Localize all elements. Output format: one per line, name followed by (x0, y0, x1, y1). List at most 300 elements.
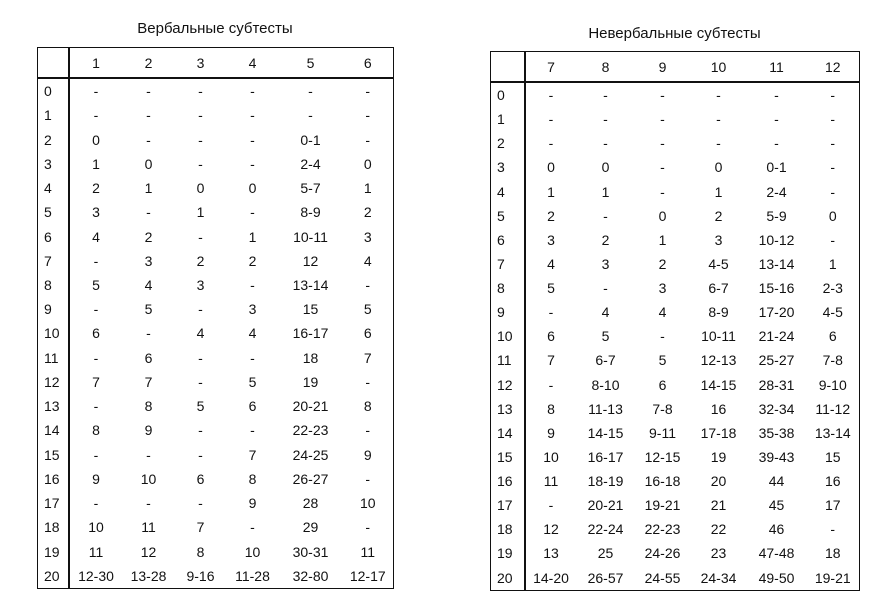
score-cell: - (548, 497, 554, 514)
table-row (38, 273, 394, 297)
score-cell: 11-12 (815, 400, 851, 417)
nonverbal-column-header: 11 (747, 52, 807, 83)
score-cell: 4 (248, 325, 257, 342)
score-cell: 9 (92, 470, 100, 487)
nonverbal-column-header: 10 (691, 52, 747, 83)
raw-score-cell: 1 (491, 107, 525, 131)
score-cell: - (198, 446, 203, 463)
score-cell: - (93, 398, 99, 415)
table-row (491, 155, 860, 179)
nonverbal-column-header: 8 (577, 52, 635, 83)
score-cell: - (146, 204, 151, 221)
score-cell: 18 (302, 349, 319, 366)
verbal-subtests-table (37, 47, 394, 589)
score-cell: 2 (92, 180, 100, 197)
score-cell: 24-55 (644, 569, 681, 586)
score-cell: 19-21 (644, 497, 681, 514)
score-cell: - (830, 87, 836, 104)
score-cell: 20-21 (587, 497, 624, 514)
score-cell: 29 (302, 519, 319, 536)
score-cell: 16-17 (587, 448, 624, 465)
score-cell: - (830, 159, 836, 176)
raw-score-cell: 12 (38, 370, 69, 394)
score-cell: 22 (710, 521, 727, 538)
raw-score-cell: 17 (491, 493, 525, 517)
score-cell: 1 (363, 180, 372, 197)
raw-score-cell: 20 (38, 564, 69, 589)
score-cell: 2 (144, 228, 153, 245)
score-cell: 22-24 (587, 521, 624, 538)
raw-score-cell: 5 (38, 200, 69, 224)
verbal-header-row (38, 48, 394, 79)
score-cell: 3 (714, 231, 723, 248)
table-row (38, 564, 394, 589)
score-cell: 4 (363, 252, 372, 269)
verbal-column-header: 3 (175, 48, 227, 79)
score-cell: 8 (92, 422, 100, 439)
score-cell: 5 (601, 328, 610, 345)
score-cell: 23 (710, 545, 727, 562)
score-cell: 32-80 (292, 567, 329, 584)
score-cell: - (774, 135, 779, 152)
score-cell: 9-10 (818, 376, 847, 393)
score-cell: - (548, 87, 554, 104)
raw-score-cell: 13 (38, 394, 69, 418)
score-cell: 2 (658, 255, 667, 272)
score-cell: 15 (302, 301, 319, 318)
score-cell: 2 (363, 204, 372, 221)
score-cell: 28-31 (758, 376, 795, 393)
nonverbal-subtests-title: Невербальные субтесты (588, 25, 761, 42)
score-cell: 16-17 (292, 325, 329, 342)
score-cell: 0 (196, 180, 205, 197)
score-cell: - (548, 376, 554, 393)
score-cell: 6 (248, 398, 257, 415)
score-cell: 8 (248, 470, 257, 487)
score-cell: 7-8 (652, 400, 673, 417)
score-cell: - (660, 111, 665, 128)
score-cell: - (146, 131, 151, 148)
score-cell: 28 (302, 495, 319, 512)
score-cell: - (365, 373, 371, 390)
table-row (38, 78, 394, 103)
raw-score-cell: 9 (38, 297, 69, 321)
score-cell: 15-16 (758, 280, 795, 297)
score-cell: - (93, 252, 99, 269)
table-row (491, 82, 860, 107)
score-cell: - (660, 328, 665, 345)
score-cell: 10-11 (293, 228, 328, 245)
score-cell: - (250, 519, 255, 536)
score-cell: 5 (92, 277, 100, 293)
score-cell: 13-14 (758, 255, 795, 272)
score-cell: 7 (92, 373, 100, 390)
score-cell: - (308, 83, 313, 100)
score-cell: 9-11 (649, 424, 676, 441)
score-cell: 5 (248, 373, 257, 390)
score-cell: - (548, 135, 554, 152)
score-cell: 17-18 (700, 424, 737, 441)
score-cell: 8-9 (708, 304, 729, 321)
table-row (38, 370, 394, 394)
score-cell: 19 (302, 373, 319, 390)
score-cell: 25-27 (758, 352, 795, 369)
score-cell: 24-25 (292, 446, 329, 463)
score-cell: 49-50 (758, 569, 795, 586)
score-cell: 4 (601, 304, 610, 321)
score-cell: 10 (359, 495, 376, 512)
score-cell: 3 (601, 255, 610, 272)
score-cell: 0 (828, 207, 837, 224)
table-row (491, 180, 860, 204)
score-cell: 6 (547, 328, 555, 345)
score-cell: 44 (768, 473, 785, 490)
score-cell: 8 (547, 400, 555, 417)
raw-score-cell: 4 (38, 176, 69, 200)
score-cell: 8-9 (300, 204, 321, 221)
score-cell: - (603, 207, 608, 224)
table-row (38, 321, 394, 345)
score-cell: 12-17 (349, 567, 386, 584)
score-cell: 0 (658, 207, 667, 224)
score-cell: 24-34 (700, 569, 737, 586)
score-cell: 1 (714, 183, 723, 200)
score-cell: 14-20 (533, 569, 569, 586)
raw-score-cell: 5 (491, 204, 525, 228)
raw-score-cell: 14 (38, 418, 69, 442)
score-cell: - (250, 204, 255, 221)
score-cell: 35-38 (758, 424, 795, 441)
score-cell: - (365, 519, 371, 536)
score-cell: 22-23 (644, 521, 681, 538)
verbal-column-header: 5 (279, 48, 343, 79)
score-cell: 3 (248, 301, 257, 318)
raw-score-cell: 2 (38, 127, 69, 151)
score-cell: 8 (144, 398, 153, 415)
score-cell: 13-14 (814, 424, 851, 441)
score-cell: - (146, 446, 151, 463)
score-cell: - (365, 83, 371, 100)
score-cell: 6 (658, 376, 667, 393)
table-row (491, 566, 860, 591)
score-cell: 8 (363, 398, 372, 415)
score-cell: 0-1 (300, 131, 321, 148)
score-cell: 3 (547, 231, 555, 248)
score-cell: 12 (140, 543, 157, 560)
score-cell: 11 (543, 473, 559, 490)
score-cell: 1 (248, 228, 257, 245)
score-cell: - (830, 231, 836, 248)
raw-score-cell: 2 (491, 131, 525, 155)
table-row (491, 228, 860, 252)
score-cell: 15 (824, 448, 841, 465)
score-cell: 26-27 (292, 470, 329, 487)
score-cell: 1 (828, 255, 837, 272)
score-cell: 18-19 (587, 473, 624, 490)
table-row (491, 469, 860, 493)
score-cell: 10-11 (701, 328, 736, 345)
score-cell: 16 (710, 400, 727, 417)
score-cell: - (198, 422, 203, 439)
score-cell: - (250, 131, 255, 148)
score-cell: - (198, 228, 203, 245)
score-cell: - (250, 107, 255, 124)
score-cell: 5 (658, 352, 667, 369)
score-cell: - (365, 470, 371, 487)
score-cell: 6 (828, 328, 837, 345)
raw-score-cell: 11 (38, 346, 69, 370)
score-cell: 0 (547, 159, 555, 176)
score-cell: 47-48 (758, 545, 795, 562)
score-cell: 1 (144, 180, 153, 197)
score-cell: - (716, 111, 721, 128)
score-cell: - (198, 301, 203, 318)
verbal-table-body (38, 78, 394, 589)
score-cell: 11 (88, 543, 104, 560)
score-cell: 2 (248, 252, 257, 269)
table-row (491, 324, 860, 348)
table-row (38, 152, 394, 176)
raw-score-cell: 8 (491, 276, 525, 300)
raw-score-cell: 3 (491, 155, 525, 179)
score-cell: 1 (92, 155, 100, 172)
score-cell: - (603, 111, 608, 128)
table-row (491, 252, 860, 276)
nonverbal-column-header: 9 (635, 52, 691, 83)
score-cell: - (660, 87, 665, 104)
raw-score-cell: 11 (491, 348, 525, 372)
score-cell: - (365, 131, 371, 148)
score-cell: - (660, 135, 665, 152)
nonverbal-table-body (491, 82, 860, 591)
score-cell: 46 (768, 521, 785, 538)
score-cell: - (93, 301, 99, 318)
score-cell: 3 (92, 204, 100, 221)
score-cell: 17 (824, 497, 841, 514)
score-cell: 9 (363, 446, 372, 463)
score-cell: - (198, 131, 203, 148)
table-row (491, 348, 860, 372)
verbal-column-header: 1 (69, 48, 123, 79)
score-cell: - (146, 83, 151, 100)
score-cell: - (830, 135, 836, 152)
score-cell: - (548, 111, 554, 128)
score-cell: 0 (144, 155, 153, 172)
raw-score-cell: 4 (491, 180, 525, 204)
score-cell: 2-3 (822, 280, 843, 297)
table-row (491, 300, 860, 324)
table-row (38, 103, 394, 127)
score-cell: 16 (824, 473, 841, 490)
raw-score-cell: 3 (38, 152, 69, 176)
score-cell: 4 (144, 277, 153, 293)
table-row (491, 373, 860, 397)
raw-score-cell: 13 (491, 397, 525, 421)
verbal-subtests-title: Вербальные субтесты (137, 20, 293, 37)
score-cell: 2-4 (300, 155, 321, 172)
score-cell: 3 (144, 252, 153, 269)
score-cell: 9 (144, 422, 153, 439)
table-row (38, 346, 394, 370)
table-row (38, 515, 394, 539)
raw-score-cell: 15 (38, 443, 69, 467)
score-cell: 19 (710, 448, 727, 465)
table-row (38, 200, 394, 224)
score-cell: - (830, 521, 836, 538)
score-cell: - (93, 107, 99, 124)
verbal-column-header: 6 (343, 48, 394, 79)
score-cell: 11 (141, 519, 156, 536)
score-cell: - (308, 107, 313, 124)
score-cell: 24-26 (644, 545, 681, 562)
score-cell: 0 (363, 155, 372, 172)
raw-score-cell: 6 (491, 228, 525, 252)
raw-score-cell: 14 (491, 421, 525, 445)
score-cell: 3 (196, 277, 205, 293)
table-row (491, 541, 860, 565)
score-cell: 0 (248, 180, 257, 197)
score-cell: 1 (601, 183, 610, 200)
score-cell: 17-20 (758, 304, 795, 321)
score-cell: 9 (547, 424, 555, 441)
score-cell: 3 (658, 280, 667, 297)
score-cell: 6 (92, 325, 100, 342)
table-row (38, 127, 394, 151)
score-cell: 6 (363, 325, 372, 342)
table-row (38, 176, 394, 200)
raw-score-cell: 16 (38, 467, 69, 491)
verbal-corner-cell (38, 48, 69, 79)
score-cell: 0-1 (766, 159, 787, 176)
score-cell: - (250, 83, 255, 100)
score-cell: - (146, 325, 151, 342)
score-cell: - (774, 111, 779, 128)
raw-score-cell: 16 (491, 469, 525, 493)
table-row (38, 539, 394, 563)
score-cell: - (365, 277, 371, 293)
score-cell: 10 (88, 519, 104, 536)
score-cell: - (660, 183, 665, 200)
score-cell: 4 (547, 255, 555, 272)
score-cell: 6 (196, 470, 205, 487)
score-cell: - (198, 495, 203, 512)
score-cell: 10 (140, 470, 157, 487)
score-cell: - (93, 83, 99, 100)
score-cell: - (198, 107, 203, 124)
table-row (38, 443, 394, 467)
score-cell: 10-12 (758, 231, 795, 248)
table-row (491, 204, 860, 228)
score-cell: 30-31 (292, 543, 329, 560)
table-row (38, 249, 394, 273)
score-cell: - (548, 304, 554, 321)
score-cell: 5 (196, 398, 205, 415)
raw-score-cell: 15 (491, 445, 525, 469)
score-cell: 11-28 (235, 567, 270, 584)
score-cell: - (660, 159, 665, 176)
raw-score-cell: 8 (38, 273, 69, 297)
score-cell: 12-30 (78, 567, 114, 584)
table-row (491, 493, 860, 517)
score-cell: 4 (92, 228, 100, 245)
score-cell: 20 (710, 473, 727, 490)
raw-score-cell: 19 (38, 539, 69, 563)
nonverbal-subtests-table (490, 51, 860, 591)
score-cell: 2-4 (766, 183, 787, 200)
score-cell: - (603, 135, 608, 152)
table-row (491, 421, 860, 445)
score-cell: - (93, 446, 99, 463)
nonverbal-column-header: 7 (525, 52, 577, 83)
score-cell: 18 (824, 545, 841, 562)
table-row (38, 394, 394, 418)
score-cell: 1 (196, 204, 205, 221)
table-row (38, 224, 394, 248)
score-cell: 16-18 (644, 473, 681, 490)
score-cell: 4 (196, 325, 205, 342)
score-cell: 3 (363, 228, 372, 245)
score-cell: 14-15 (587, 424, 624, 441)
score-cell: 6-7 (708, 280, 729, 297)
score-cell: 0 (92, 131, 100, 148)
score-cell: - (198, 373, 203, 390)
score-cell: 5 (363, 301, 372, 318)
raw-score-cell: 10 (491, 324, 525, 348)
score-cell: 25 (597, 545, 614, 562)
score-cell: 10 (543, 448, 559, 465)
score-cell: 9-16 (186, 567, 215, 584)
score-cell: 7-8 (822, 352, 843, 369)
raw-score-cell: 18 (38, 515, 69, 539)
score-cell: - (93, 349, 99, 366)
table-row (38, 418, 394, 442)
score-cell: 19-21 (814, 569, 851, 586)
raw-score-cell: 7 (491, 252, 525, 276)
score-cell: - (774, 87, 779, 104)
score-cell: 4-5 (708, 255, 729, 272)
score-cell: - (365, 107, 371, 124)
score-cell: 5-7 (300, 180, 321, 197)
score-cell: 2 (714, 207, 723, 224)
score-cell: - (365, 422, 371, 439)
score-cell: - (716, 87, 721, 104)
raw-score-cell: 12 (491, 373, 525, 397)
raw-score-cell: 1 (38, 103, 69, 127)
score-cell: 7 (144, 373, 153, 390)
score-cell: 45 (768, 497, 785, 514)
raw-score-cell: 6 (38, 224, 69, 248)
score-cell: - (93, 495, 99, 512)
score-cell: - (830, 111, 836, 128)
nonverbal-corner-cell (491, 52, 525, 83)
score-cell: 7 (196, 519, 205, 536)
score-cell: 4-5 (822, 304, 843, 321)
score-cell: 7 (248, 446, 257, 463)
raw-score-cell: 18 (491, 517, 525, 541)
score-cell: 1 (658, 231, 667, 248)
verbal-column-header: 2 (123, 48, 175, 79)
score-cell: 5 (547, 280, 555, 297)
table-row (491, 131, 860, 155)
table-row (38, 297, 394, 321)
score-cell: 0 (714, 159, 723, 176)
raw-score-cell: 17 (38, 491, 69, 515)
raw-score-cell: 10 (38, 321, 69, 345)
table-row (491, 517, 860, 541)
score-cell: 21-24 (758, 328, 795, 345)
score-cell: - (146, 107, 151, 124)
score-cell: - (146, 495, 151, 512)
